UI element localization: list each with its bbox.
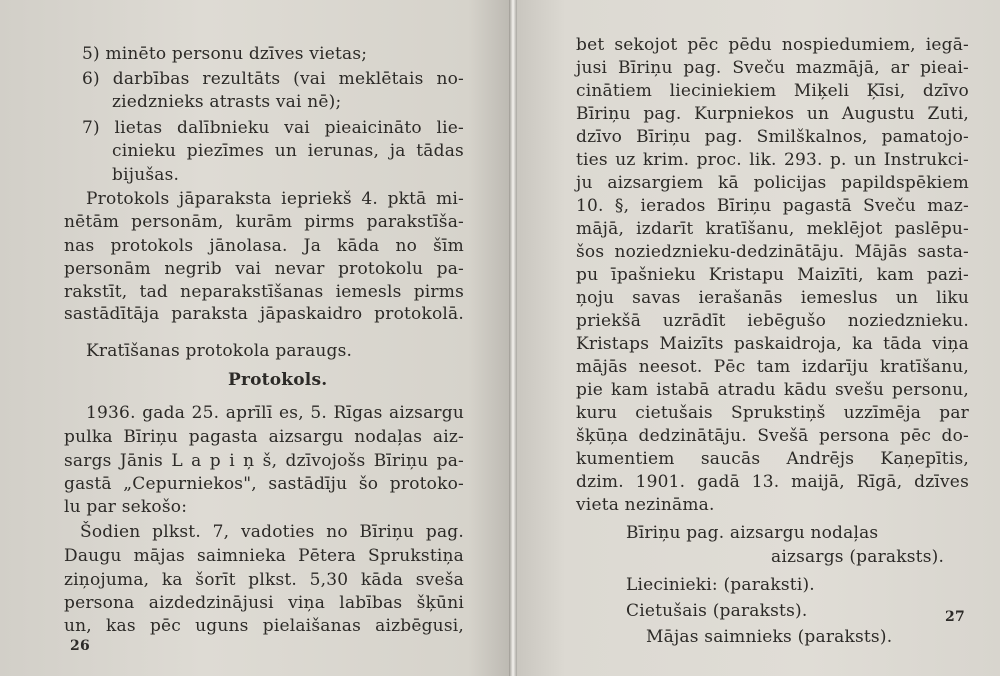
body-line: Šodien plkst. 7, vadoties no Bīriņu pag. bbox=[80, 522, 464, 542]
signature-line: Cietušais (paraksts). bbox=[626, 601, 808, 621]
body-line: Bīriņu pag. Kurpniekos un Augustu Zuti, bbox=[576, 104, 969, 124]
body-line: 1936. gada 25. aprīlī es, 5. Rīgas aizsargu bbox=[86, 403, 464, 423]
body-line: cinātiem lieciniekiem Miķeli Ķīsi, dzīvo bbox=[576, 81, 969, 101]
body-line: ziņojuma, ka šorīt plkst. 5,30 kāda sveša bbox=[64, 570, 464, 590]
body-line: persona aizdedzinājusi viņa labības šķūni bbox=[64, 593, 464, 613]
signature-line: aizsargs (paraksts). bbox=[771, 547, 945, 567]
body-line: mājās neesot. Pēc tam izdarīju kratīšanu, bbox=[576, 357, 969, 377]
paragraph-line: nētām personām, kurām pirms parakstīša- bbox=[64, 212, 464, 232]
body-line: un, kas pēc uguns pielaišanas aizbēgusi, bbox=[64, 616, 464, 636]
body-line: Kristaps Maizīts paskaidroja, ka tāda viņa bbox=[576, 334, 969, 354]
body-line: bet sekojot pēc pēdu nospiedumiem, iegā- bbox=[576, 35, 969, 55]
body-line: 10. §, ierados Bīriņu pagastā Sveču maz- bbox=[576, 196, 969, 216]
body-line: Daugu mājas saimnieka Pētera Sprukstiņa bbox=[64, 546, 464, 566]
protocol-title: Protokols. bbox=[228, 370, 328, 390]
page-number-left: 26 bbox=[70, 638, 90, 654]
signature-line: Liecinieki: (paraksti). bbox=[626, 575, 815, 595]
signature-line: Mājas saimnieks (paraksts). bbox=[646, 627, 893, 647]
paragraph-line: Protokols jāparaksta iepriekš 4. pktā mi- bbox=[86, 189, 464, 209]
body-line: dzīvo Bīriņu pag. Smilškalnos, pamatojo- bbox=[576, 127, 969, 147]
body-line: šos noziedznieku-dedzinātāju. Mājās sasta- bbox=[576, 242, 969, 262]
book-gutter bbox=[509, 0, 517, 676]
paragraph-line: sastādītāja paraksta jāpaskaidro protokolā. bbox=[64, 304, 464, 324]
list-item-6: 6) darbības rezultāts (vai meklētais no- bbox=[82, 69, 464, 89]
body-line: sargs Jānis L a p i ņ š, dzīvojošs Bīriņu pa- bbox=[64, 451, 464, 471]
body-line: jusi Bīriņu pag. Sveču mazmājā, ar pieai- bbox=[576, 58, 969, 78]
body-line: mājā, izdarīt kratīšanu, meklējot paslēpu- bbox=[576, 219, 969, 239]
body-line: kumentiem saucās Andrējs Kaņepītis, bbox=[576, 449, 969, 469]
body-line: pie kam istabā atradu kādu svešu personu, bbox=[576, 380, 969, 400]
list-item-5: 5) minēto personu dzīves vietas; bbox=[82, 44, 368, 64]
body-line: ņoju savas ierašanās iemeslus un liku bbox=[576, 288, 969, 308]
body-line: ties uz krim. proc. lik. 293. p. un Instrukci- bbox=[576, 150, 969, 170]
paragraph-line: rakstīt, tad neparakstīšanas iemesls pirms bbox=[64, 282, 464, 302]
body-line: lu par sekošo: bbox=[64, 497, 188, 517]
body-line: pulka Bīriņu pagasta aizsargu nodaļas aiz- bbox=[64, 427, 464, 447]
body-line: šķūņa dedzinātāju. Svešā persona pēc do- bbox=[576, 426, 969, 446]
page-number-right: 27 bbox=[945, 609, 965, 625]
list-item-7: 7) lietas dalībnieku vai pieaicināto lie- bbox=[82, 118, 464, 138]
body-line: ju aizsargiem kā policijas papildspēkiem bbox=[576, 173, 969, 193]
body-line: pu īpašnieku Kristapu Maizīti, kam pazi- bbox=[576, 265, 969, 285]
body-line: vieta nezināma. bbox=[576, 495, 715, 515]
paragraph-line: nas protokols jānolasa. Ja kāda no šīm bbox=[64, 236, 464, 256]
right-page bbox=[517, 0, 1000, 676]
paragraph-line: personām negrib vai nevar protokolu pa- bbox=[64, 259, 464, 279]
body-line: dzim. 1901. gadā 13. maijā, Rīgā, dzīves bbox=[576, 472, 969, 492]
body-line: priekšā uzrādīt iebēgušo noziedznieku. bbox=[576, 311, 969, 331]
list-item-7-cont: cinieku piezīmes un ierunas, ja tādas bbox=[112, 141, 464, 161]
signature-line: Bīriņu pag. aizsargu nodaļas bbox=[626, 523, 879, 543]
body-line: gastā „Cepurniekos", sastādīju šo protoko- bbox=[64, 474, 464, 494]
list-item-7-end: bijušas. bbox=[112, 165, 180, 185]
sample-heading: Kratīšanas protokola paraugs. bbox=[86, 341, 353, 361]
body-line: kuru cietušais Sprukstiņš uzzīmēja par bbox=[576, 403, 969, 423]
list-item-6-cont: ziedznieks atrasts vai nē); bbox=[112, 92, 342, 112]
